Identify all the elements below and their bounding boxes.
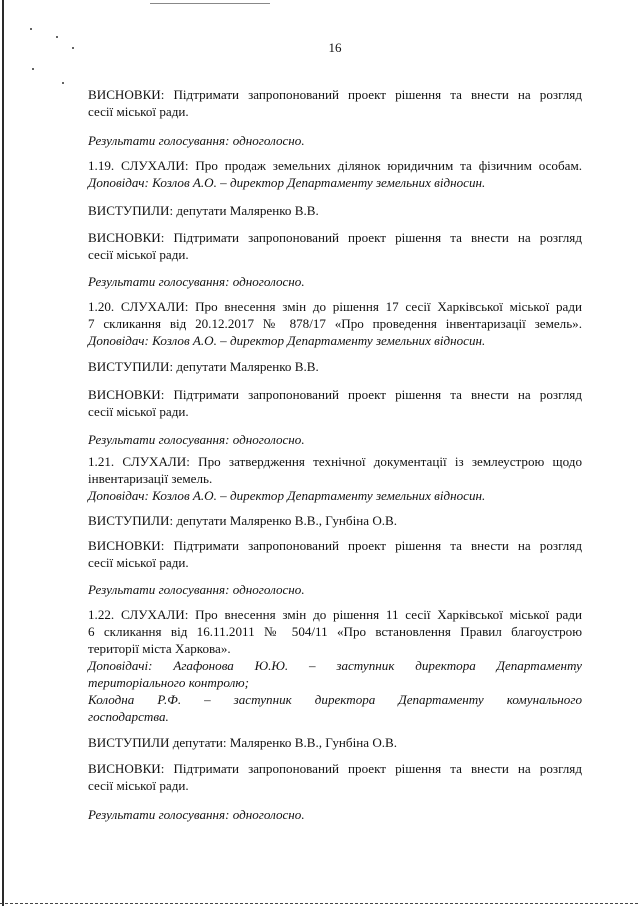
scan-left-edge xyxy=(2,0,4,906)
speaker-line: Колодна Р.Ф. – заступник директора Департаменту комунального xyxy=(88,692,582,707)
agenda-heard: 1.19. СЛУХАЛИ: Про продаж земельних ділянок юридичним та фізичним особам. xyxy=(88,158,582,173)
speakers-line: ВИСТУПИЛИ: депутати Маляренко В.В. xyxy=(88,359,319,374)
vote-result: Результати голосування: одноголосно. xyxy=(88,582,305,597)
speakers-line: ВИСТУПИЛИ: депутати Маляренко В.В. xyxy=(88,203,319,218)
conclusion-line: сесії міської ради. xyxy=(88,555,189,570)
scan-top-edge xyxy=(150,3,270,4)
conclusion-line: ВИСНОВКИ: Підтримати запропонований проект рішення та внести на розгляд xyxy=(88,761,582,776)
speaker-line: господарства. xyxy=(88,709,169,724)
agenda-heard: 1.22. СЛУХАЛИ: Про внесення змін до рішення 11 сесії Харківської міської ради xyxy=(88,607,582,622)
speaker-line: Доповідач: Козлов А.О. – директор Департаменту земельних відносин. xyxy=(88,175,486,190)
vote-result: Результати голосування: одноголосно. xyxy=(88,274,305,289)
agenda-heard: 1.20. СЛУХАЛИ: Про внесення змін до рішення 17 сесії Харківської міської ради xyxy=(88,299,582,314)
conclusion-line: ВИСНОВКИ: Підтримати запропонований проект рішення та внести на розгляд xyxy=(88,538,582,553)
agenda-heard: 7 скликання від 20.12.2017 № 878/17 «Про проведення інвентаризації земель». xyxy=(88,316,582,331)
vote-result: Результати голосування: одноголосно. xyxy=(88,807,305,822)
scan-speck xyxy=(62,82,64,84)
speaker-line: Доповідач: Козлов А.О. – директор Департаменту земельних відносин. xyxy=(88,488,486,503)
agenda-heard: інвентаризації земель. xyxy=(88,471,213,486)
vote-result: Результати голосування: одноголосно. xyxy=(88,432,305,447)
speakers-line: ВИСТУПИЛИ: депутати Маляренко В.В., Гунбіна О.В. xyxy=(88,513,398,528)
conclusion-line: сесії міської ради. xyxy=(88,104,189,119)
conclusion-line: ВИСНОВКИ: Підтримати запропонований проект рішення та внести на розгляд xyxy=(88,387,582,402)
conclusion-line: ВИСНОВКИ: Підтримати запропонований проект рішення та внести на розгляд xyxy=(88,87,582,102)
speakers-line: ВИСТУПИЛИ депутати: Маляренко В.В., Гунбіна О.В. xyxy=(88,735,398,750)
agenda-heard: 1.21. СЛУХАЛИ: Про затвердження технічної документації із землеустрою щодо xyxy=(88,454,582,469)
scan-speck xyxy=(32,68,34,70)
speaker-line: Доповідачі: Агафонова Ю.Ю. – заступник директора Департаменту xyxy=(88,658,582,673)
scan-speck xyxy=(30,28,32,30)
conclusion-line: сесії міської ради. xyxy=(88,404,189,419)
conclusion-line: сесії міської ради. xyxy=(88,778,189,793)
conclusion-line: сесії міської ради. xyxy=(88,247,189,262)
vote-result: Результати голосування: одноголосно. xyxy=(88,133,305,148)
speaker-line: Доповідач: Козлов А.О. – директор Департаменту земельних відносин. xyxy=(88,333,486,348)
conclusion-line: ВИСНОВКИ: Підтримати запропонований проект рішення та внести на розгляд xyxy=(88,230,582,245)
scan-bottom-edge xyxy=(0,903,638,904)
agenda-heard: 6 скликання від 16.11.2011 № 504/11 «Про встановлення Правил благоустрою xyxy=(88,624,582,639)
speaker-line: територіального контролю; xyxy=(88,675,249,690)
scan-speck xyxy=(56,36,58,38)
page-number: 16 xyxy=(328,40,342,55)
agenda-heard: території міста Харкова». xyxy=(88,641,231,656)
